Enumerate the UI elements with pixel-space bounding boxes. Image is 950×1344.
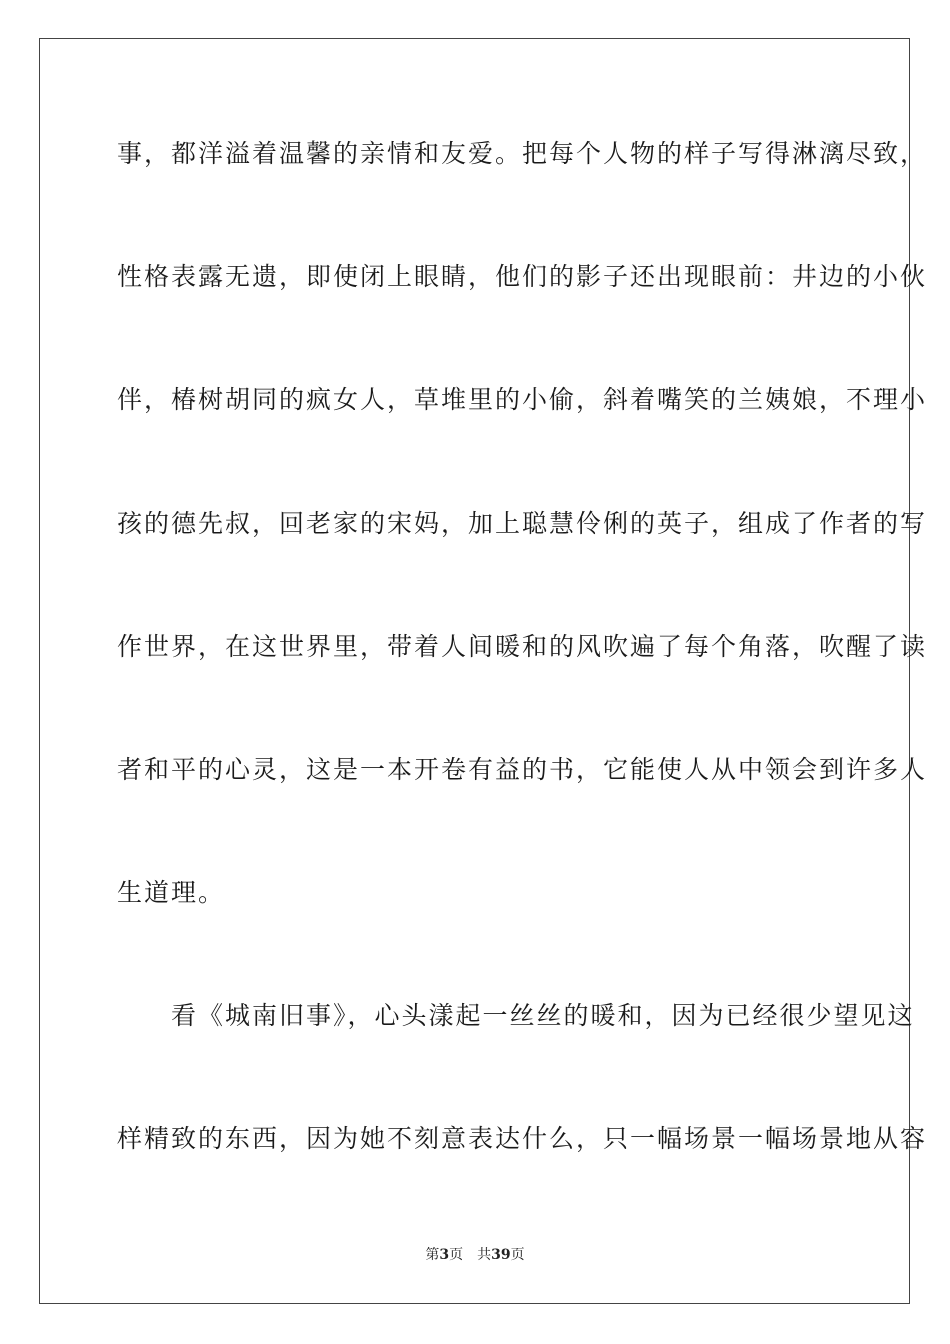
footer-prefix: 第 xyxy=(425,1247,440,1263)
footer-page-number: 3 xyxy=(439,1247,450,1263)
text-line-9: 样精致的东西，因为她不刻意表达什么，只一幅场景一幅场景地从容 xyxy=(117,1124,928,1153)
text-line-5: 作世界，在这世界里，带着人间暖和的风吹遍了每个角落，吹醒了读 xyxy=(117,632,928,661)
text-line-1: 事，都洋溢着温馨的亲情和友爱。把每个人物的样子写得淋漓尽致， xyxy=(117,139,928,168)
page-frame xyxy=(39,38,928,1304)
footer-total-suffix: 页 xyxy=(510,1247,525,1263)
text-line-4: 孩的德先叔，回老家的宋妈，加上聪慧伶俐的英子，组成了作者的写 xyxy=(117,509,928,538)
footer-total-pages: 39 xyxy=(491,1247,511,1263)
text-line-8: 看《城南旧事》，心头漾起一丝丝的暖和，因为已经很少望见这 xyxy=(117,1001,915,1030)
text-line-6: 者和平的心灵，这是一本开卷有益的书，它能使人从中领会到许多人 xyxy=(117,755,928,784)
page-footer xyxy=(0,1246,950,1264)
text-line-7: 生道理。 xyxy=(117,878,226,907)
footer-total-prefix: 共 xyxy=(477,1247,492,1263)
text-line-3: 伴，椿树胡同的疯女人，草堆里的小偷，斜着嘴笑的兰姨娘，不理小 xyxy=(117,385,928,414)
text-line-2: 性格表露无遗，即使闭上眼睛，他们的影子还出现眼前：井边的小伙 xyxy=(117,262,928,291)
footer-page-suffix: 页 xyxy=(449,1247,464,1263)
